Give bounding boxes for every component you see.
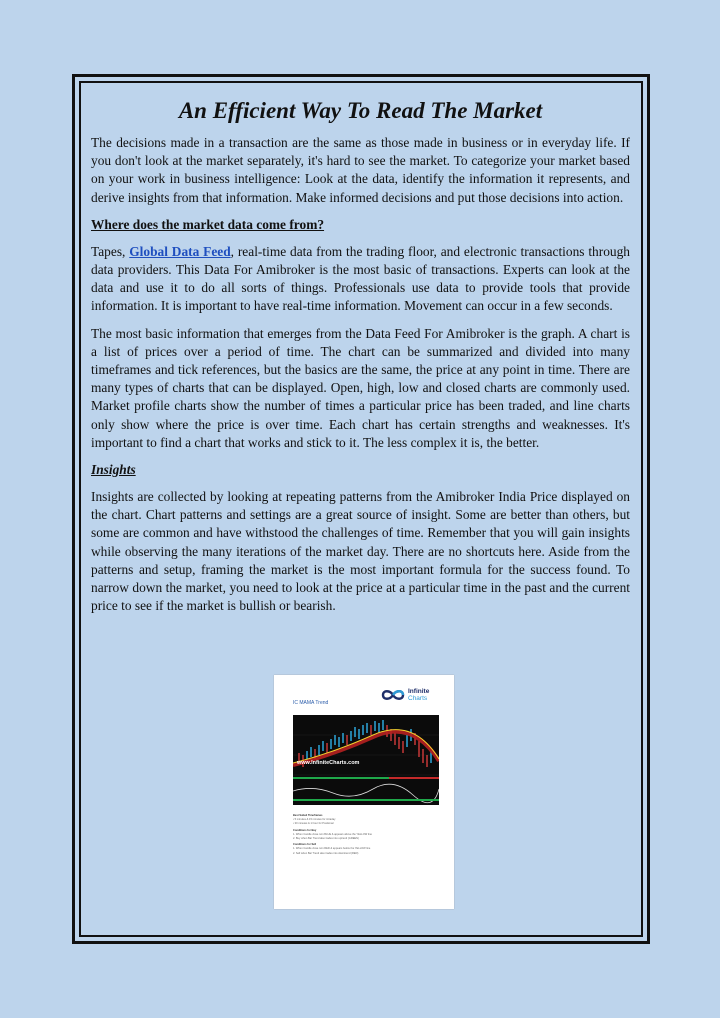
thumbnail-notes xyxy=(293,812,439,856)
note-heading: Conditions for Sell xyxy=(293,843,317,847)
logo-wordmark xyxy=(408,688,429,702)
infinite-charts-logo xyxy=(380,688,440,706)
logo-line2: Charts xyxy=(408,695,428,702)
thumbnail-chart-image xyxy=(293,715,439,805)
note-item: • 5 minutes & 15 minutes for intraday xyxy=(293,818,336,822)
page-border-outer xyxy=(72,74,650,944)
intro-paragraph: The decisions made in a transaction are the same as those made in business or in everyday life. If you don't look at the market separately, it's hard to see the market. To categorize your market based on your work in business intelligence: Look at the data, identify the information it represents, and derive insights from that information. Make informed decisions and put those decisions into action. xyxy=(91,135,630,205)
note-heading: Best Suited Timeframes xyxy=(293,814,323,817)
thumbnail-title: IC MAMA Trend xyxy=(293,700,329,706)
para2-after: , real-time data from the trading floor, and electronic transactions through data providers. This Data For Amibroker is the most basic of transactions. Experts can look at the data and use it to do all sorts of things. Professionals use data to provide tools that provide information. It is important to have real-time information. Movement can occur in a few seconds. xyxy=(91,243,630,314)
page-title: An Efficient Way To Read The Market xyxy=(178,98,543,123)
chart-watermark: www.InfiniteCharts.com xyxy=(297,760,360,766)
heading-market-data: Where does the market data come from? xyxy=(91,216,325,232)
para2-before: Tapes, xyxy=(91,243,130,259)
heading-insights: Insights xyxy=(91,462,136,478)
global-data-feed-link[interactable]: Global Data Feed xyxy=(129,243,231,259)
chart-thumbnail xyxy=(274,675,454,909)
note-item: 2. Buy when Bar Trend also trades into uptrend (GREEN) xyxy=(293,837,359,841)
infinity-logo-icon xyxy=(380,688,406,702)
note-heading: Conditions for Buy xyxy=(293,828,317,832)
note-item: 1. When Candle close turn RED & appears below the YELLOW line xyxy=(293,847,371,851)
insights-paragraph: Insights are collected by looking at repeating patterns from the Amibroker India Price displayed on the chart. Chart patterns and settings are a great source of insight. Some are better than others, but some are common and have withstood the challenges of time. Remember that you will gain insights while observing the many iterations of the market day. There are no shortcuts here. Aside from the patterns and setup, framing the market is the most important formula for the success found. To narrow down the market, you need to look at the price at a particular time in the past and the current price to see if the market is bullish or bearish. xyxy=(91,489,630,614)
note-item: 1. When Candle close turn BLUE & appears above the YELLOW line xyxy=(293,832,372,836)
logo-line1: Infinite xyxy=(408,688,430,695)
note-item: • 30 minutes & 1 hour for Positional xyxy=(293,822,334,826)
note-item: 2. Sell when Bar Trend also trades into downtrend (RED) xyxy=(293,851,359,855)
market-data-paragraph xyxy=(91,243,630,316)
chart-paragraph: The most basic information that emerges from the Data Feed For Amibroker is the graph. A chart is a list of prices over a period of time. The chart can be summarized and divided into many timeframes and tick references, but the basics are the same, the price at any point in time. There are many types of charts that can be displayed. Open, high, low and closed charts are commonly used. Market profile charts show the number of times a particular price has been traded, and line charts only show where the price is over time. Each chart has certain strengths and weaknesses. It's important to find a chart that works and stick to it. The less complex it is, the better. xyxy=(91,325,630,450)
page-border-inner xyxy=(79,81,643,937)
